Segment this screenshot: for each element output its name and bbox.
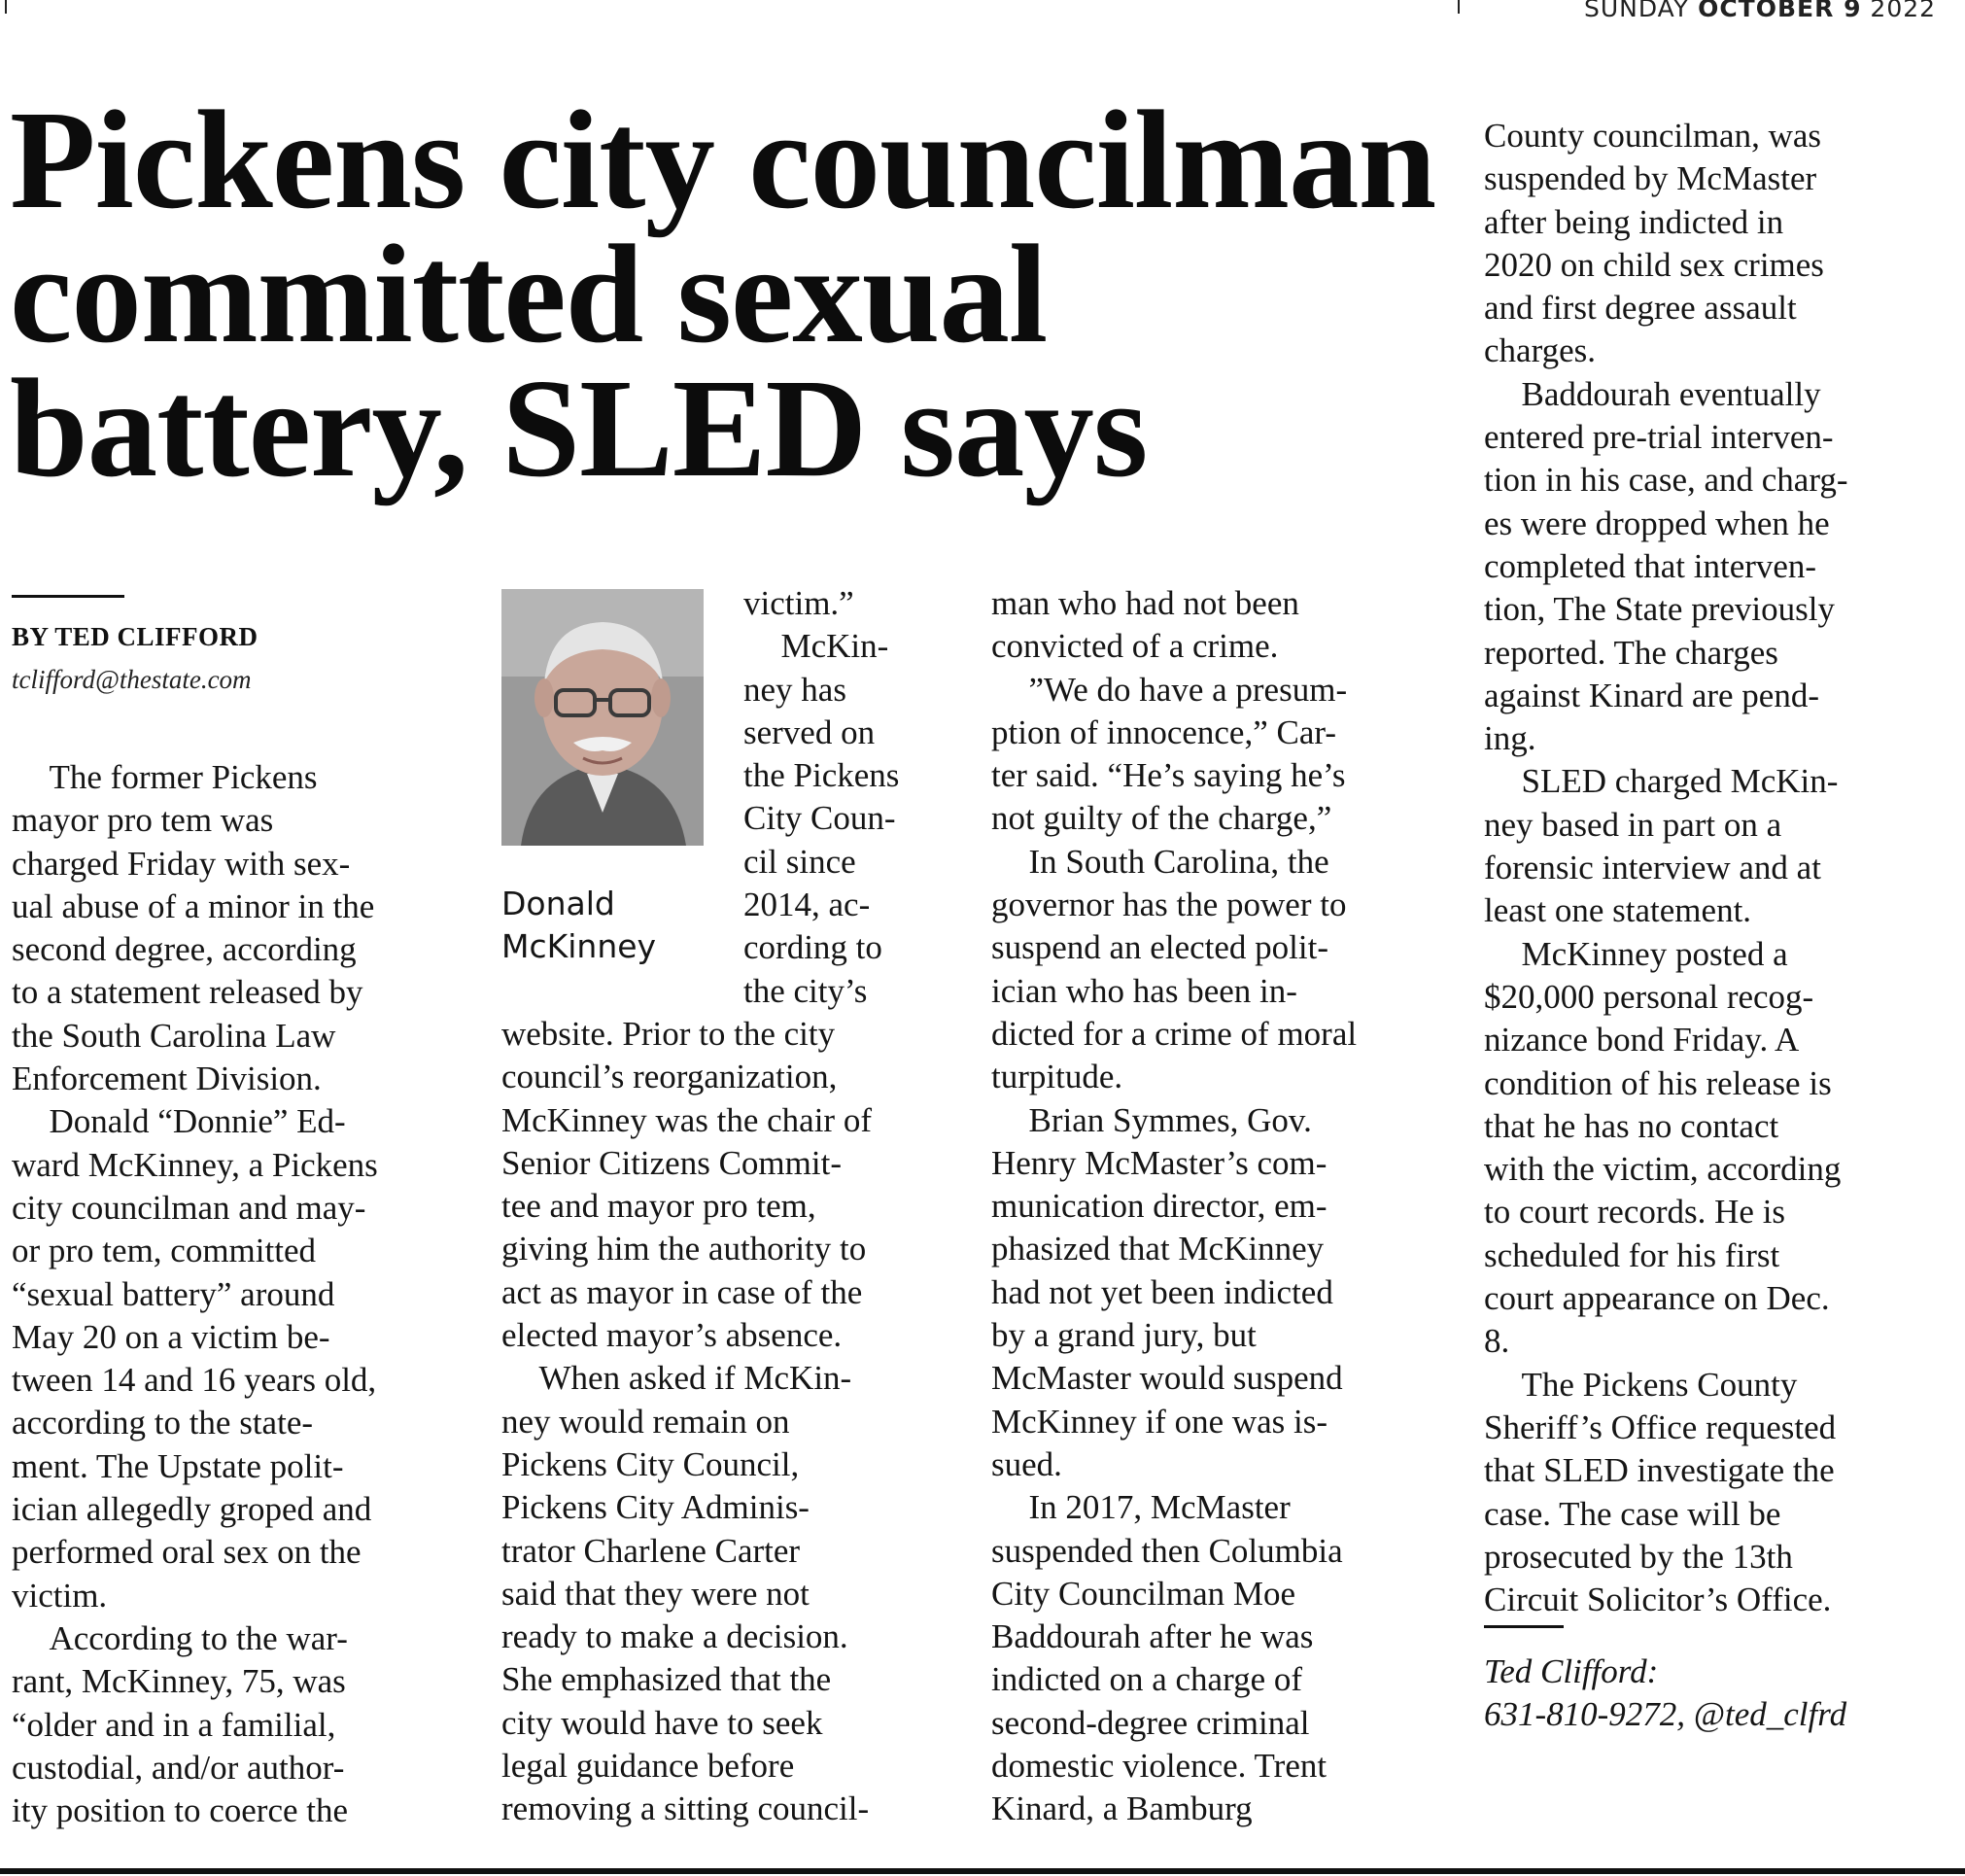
article-text-line: Circuit Solicitor’s Office.	[1484, 1581, 1832, 1619]
page-edge-tick-left	[5, 0, 7, 14]
bottom-rule	[0, 1868, 1965, 1874]
article-text-line: May 20 on a victim be-	[12, 1317, 330, 1356]
article-text-line: “sexual battery” around	[12, 1274, 335, 1313]
headline-line: committed sexual	[10, 217, 1048, 372]
article-text-line: completed that interven-	[1484, 546, 1817, 585]
article-text-line: indicted on a charge of	[991, 1660, 1303, 1699]
article-text-line: ity position to coerce the	[12, 1791, 349, 1830]
article-column-2-beside-photo	[743, 582, 967, 1013]
article-text-line: When asked if McKin-	[538, 1359, 852, 1398]
headline-line: Pickens city councilman	[10, 83, 1436, 238]
article-text-line: or pro tem, committed	[12, 1232, 316, 1270]
byline-rule	[12, 595, 124, 598]
article-text-line: ption of innocence,” Car-	[991, 712, 1336, 751]
article-text-line: McKinney was the chair of	[501, 1100, 872, 1139]
article-column-4	[1484, 115, 1950, 1621]
photo-caption	[501, 883, 696, 968]
article-column-2	[501, 1013, 968, 1831]
signoff-rule	[1484, 1625, 1564, 1628]
page-edge-tick-right	[1458, 0, 1460, 14]
article-text-line: entered pre-trial interven-	[1484, 418, 1834, 457]
article-text-line: Senior Citizens Commit-	[501, 1143, 842, 1182]
article-text-line: She emphasized that the	[501, 1660, 832, 1699]
article-text-line: McKin-	[780, 627, 889, 666]
article-text-line: tween 14 and 16 years old,	[12, 1361, 377, 1400]
headline	[10, 83, 1467, 506]
article-text-line: convicted of a crime.	[991, 627, 1279, 666]
article-text-line: tion, The State previously	[1484, 590, 1835, 629]
article-text-line: condition of his release is	[1484, 1063, 1832, 1102]
article-text-line: sued.	[991, 1444, 1062, 1483]
article-column-1	[12, 756, 478, 1832]
byline-email: tclifford@thestate.com	[12, 665, 252, 694]
article-text-line: City Councilman Moe	[991, 1574, 1296, 1613]
article-text-line: Baddourah after he was	[991, 1617, 1314, 1656]
article-text-line: suspend an elected polit-	[991, 928, 1328, 967]
article-text-line: giving him the authority to	[501, 1230, 867, 1268]
article-text-line: ready to make a decision.	[501, 1617, 848, 1656]
article-text-line: mayor pro tem was	[12, 801, 274, 840]
article-text-line: Enforcement Division.	[12, 1060, 322, 1098]
article-text-line: removing a sitting council-	[501, 1789, 870, 1828]
article-text-line: ual abuse of a minor in the	[12, 886, 375, 925]
article-text-line: least one statement.	[1484, 891, 1752, 930]
article-text-line: charges.	[1484, 331, 1596, 370]
article-text-line: charged Friday with sex-	[12, 844, 351, 883]
article-text-line: SLED charged McKin-	[1521, 762, 1839, 801]
article-text-line: Henry McMaster’s com-	[991, 1143, 1327, 1182]
article-text-line: phasized that McKinney	[991, 1230, 1325, 1268]
article-text-line: City Coun-	[743, 799, 896, 838]
article-text-line: Brian Symmes, Gov.	[1028, 1100, 1312, 1139]
article-text-line: after being indicted in	[1484, 202, 1784, 241]
portrait-illustration	[501, 589, 704, 846]
article-text-line: tion in his case, and charg-	[1484, 461, 1848, 500]
article-text-line: with the victim, according	[1484, 1150, 1842, 1189]
headshot-photo	[501, 589, 704, 846]
article-text-line: suspended by McMaster	[1484, 159, 1817, 198]
article-text-line: The Pickens County	[1521, 1365, 1798, 1404]
article-text-line: suspended then Columbia	[991, 1531, 1343, 1570]
signoff-name: Ted Clifford:	[1484, 1652, 1659, 1690]
article-text-line: Sheriff’s Office requested	[1484, 1407, 1837, 1446]
author-signoff	[1484, 1650, 1846, 1736]
article-text-line: turpitude.	[991, 1058, 1123, 1096]
article-text-line: the city’s	[743, 971, 868, 1010]
article-text-line: that he has no contact	[1484, 1106, 1779, 1145]
article-text-line: 2014, ac-	[743, 886, 871, 924]
article-text-line: The former Pickens	[49, 758, 318, 796]
article-text-line: tee and mayor pro tem,	[501, 1187, 816, 1226]
article-text-line: by a grand jury, but	[991, 1316, 1257, 1355]
article-text-line: ing.	[1484, 719, 1536, 758]
article-text-line: ney would remain on	[501, 1402, 790, 1441]
article-text-line: ician who has been in-	[991, 971, 1297, 1010]
article-text-line: website. Prior to the city	[501, 1015, 836, 1053]
article-text-line: case. The case will be	[1484, 1494, 1781, 1533]
article-text-line: city would have to seek	[501, 1703, 823, 1742]
article-text-line: McKinney if one was is-	[991, 1402, 1328, 1441]
article-text-line: governor has the power to	[991, 886, 1347, 924]
article-text-line: custodial, and/or author-	[12, 1748, 345, 1787]
article-text-line: that SLED investigate the	[1484, 1451, 1835, 1490]
article-text-line: ician allegedly groped and	[12, 1490, 372, 1529]
article-text-line: rant, McKinney, 75, was	[12, 1662, 346, 1701]
article-text-line: court appearance on Dec.	[1484, 1279, 1830, 1318]
article-text-line: Donald “Donnie” Ed-	[49, 1102, 346, 1141]
article-text-line: to a statement released by	[12, 973, 363, 1012]
article-text-line: McMaster would suspend	[991, 1359, 1343, 1398]
article-text-line: reported. The charges	[1484, 633, 1778, 672]
article-text-line: victim.	[12, 1576, 108, 1615]
article-text-line: $20,000 personal recog-	[1484, 977, 1814, 1016]
article-text-line: to court records. He is	[1484, 1193, 1786, 1232]
article-text-line: Pickens City Adminis-	[501, 1488, 810, 1527]
photo-caption-line: Donald	[501, 885, 615, 922]
dateline	[1584, 0, 1937, 22]
article-text-line: ment. The Upstate polit-	[12, 1446, 344, 1485]
dateline-month-day: OCTOBER 9	[1698, 0, 1862, 22]
dateline-day: SUNDAY	[1584, 0, 1690, 22]
article-text-line: ”We do have a presum-	[1028, 670, 1348, 709]
photo-caption-line: McKinney	[501, 927, 657, 965]
article-text-line: and first degree assault	[1484, 289, 1797, 328]
article-text-line: McKinney posted a	[1521, 934, 1788, 973]
article-text-line: said that they were not	[501, 1574, 810, 1613]
article-text-line: es were dropped when he	[1484, 504, 1830, 542]
article-text-line: served on	[743, 712, 876, 751]
article-text-line: Pickens City Council,	[501, 1444, 800, 1483]
article-text-line: had not yet been indicted	[991, 1272, 1333, 1311]
article-text-line: elected mayor’s absence.	[501, 1316, 843, 1355]
article-text-line: second degree, according	[12, 930, 357, 969]
article-text-line: trator Charlene Carter	[501, 1531, 801, 1570]
article-text-line: nizance bond Friday. A	[1484, 1021, 1800, 1060]
article-text-line: legal guidance before	[501, 1747, 795, 1786]
article-text-line: according to the state-	[12, 1404, 314, 1442]
article-text-line: scheduled for his first	[1484, 1235, 1780, 1274]
article-text-line: dicted for a crime of moral	[991, 1014, 1358, 1053]
article-text-line: performed oral sex on the	[12, 1533, 362, 1572]
article-text-line: against Kinard are pend-	[1484, 676, 1819, 714]
article-text-line: second-degree criminal	[991, 1703, 1310, 1742]
article-text-line: prosecuted by the 13th	[1484, 1537, 1793, 1576]
article-text-line: In 2017, McMaster	[1028, 1488, 1291, 1527]
article-text-line: cil since	[743, 842, 856, 881]
article-text-line: victim.”	[743, 584, 854, 622]
article-text-line: County councilman, was	[1484, 117, 1822, 155]
article-text-line: act as mayor in case of the	[501, 1272, 863, 1311]
article-text-line: the Pickens	[743, 756, 900, 795]
dateline-year: 2022	[1870, 0, 1937, 22]
article-text-line: the South Carolina Law	[12, 1016, 336, 1055]
headline-line: battery, SLED says	[10, 351, 1148, 506]
article-text-line: city councilman and may-	[12, 1188, 366, 1227]
article-text-line: ney based in part on a	[1484, 805, 1782, 844]
article-text-line: forensic interview and at	[1484, 849, 1821, 887]
article-text-line: ward McKinney, a Pickens	[12, 1145, 378, 1184]
article-text-line: Baddourah eventually	[1521, 374, 1821, 413]
article-text-line: not guilty of the charge,”	[991, 799, 1332, 838]
article-text-line: council’s reorganization,	[501, 1058, 838, 1096]
article-text-line: According to the war-	[49, 1618, 348, 1657]
article-text-line: ney has	[743, 670, 846, 709]
article-text-line: ter said. “He’s saying he’s	[991, 756, 1346, 795]
article-text-line: man who had not been	[991, 584, 1299, 622]
article-text-line: cording to	[743, 928, 882, 967]
signoff-contact: 631-810-9272, @ted_clfrd	[1484, 1695, 1847, 1733]
article-text-line: Kinard, a Bamburg	[991, 1789, 1253, 1828]
article-text-line: In South Carolina, the	[1028, 842, 1329, 881]
article-text-line: domestic violence. Trent	[991, 1747, 1327, 1786]
byline-author: BY TED CLIFFORD	[12, 622, 259, 651]
article-text-line: 8.	[1484, 1322, 1510, 1361]
article-text-line: “older and in a familial,	[12, 1705, 336, 1744]
article-column-3	[991, 582, 1458, 1831]
article-text-line: munication director, em-	[991, 1187, 1327, 1226]
article-text-line: 2020 on child sex crimes	[1484, 245, 1824, 284]
